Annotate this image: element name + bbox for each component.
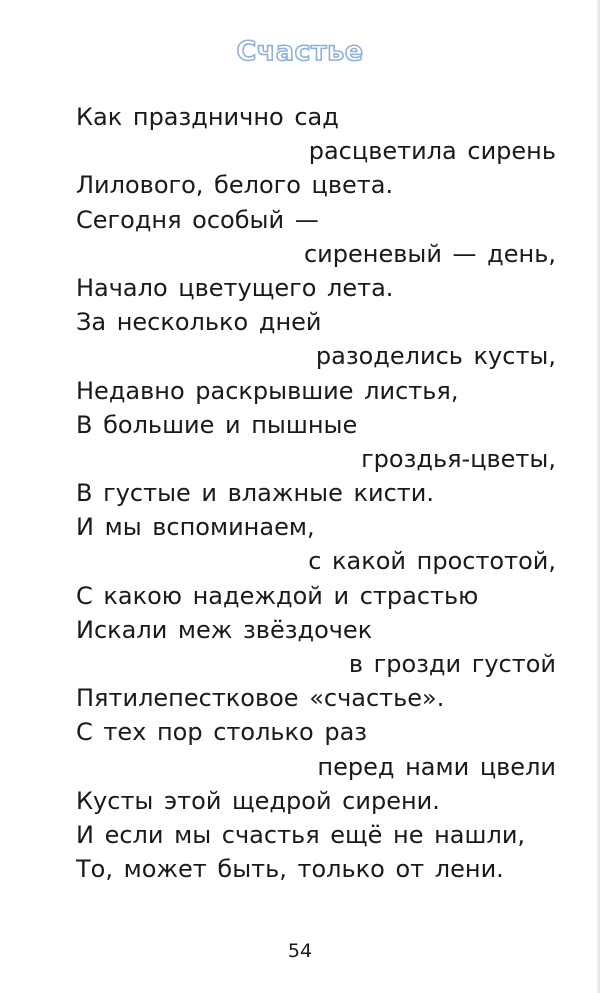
poem-line: с какой простотой, [308,547,556,576]
poem-line: И если мы счастья ещё не нашли, [76,820,526,849]
page-number: 54 [287,940,313,962]
poem-line: разоделись кусты, [315,342,556,371]
poem-line: В густые и влажные кисти. [76,479,434,508]
page-edge-shadow [596,0,600,993]
poem-line: Сегодня особый — [76,205,319,234]
poem-line: Искали меж звёздочек [76,615,373,644]
poem-line: Лилового, белого цвета. [76,171,394,200]
poem-line: И мы вспоминаем, [76,513,315,542]
poem-line: С какою надеждой и страстью [76,581,479,610]
poem-line: С тех пор столько раз [76,718,368,747]
poem-line: То, может быть, только от лени. [76,855,504,884]
poem-line: Начало цветущего лета. [76,273,394,302]
poem-line: Как празднично сад [76,103,339,131]
poem-line: За несколько дней [76,308,322,337]
poem-line: перед нами цвели [317,752,556,781]
poem-body [76,100,556,886]
poem-line: Пятилепестковое «счастье». [76,684,445,713]
poem-line: расцветила сирень [308,137,556,166]
poem-title: Счастье [236,36,364,67]
poem-line: сиреневый — день, [303,239,556,268]
poem-line: Кусты этой щедрой сирени. [76,786,440,815]
poem-line: В большие и пышные [76,410,358,439]
poem-line: в грозди густой [348,650,556,678]
poem-line: гроздья-цветы, [361,444,556,473]
poem-line: Недавно раскрывшие листья, [76,376,459,405]
